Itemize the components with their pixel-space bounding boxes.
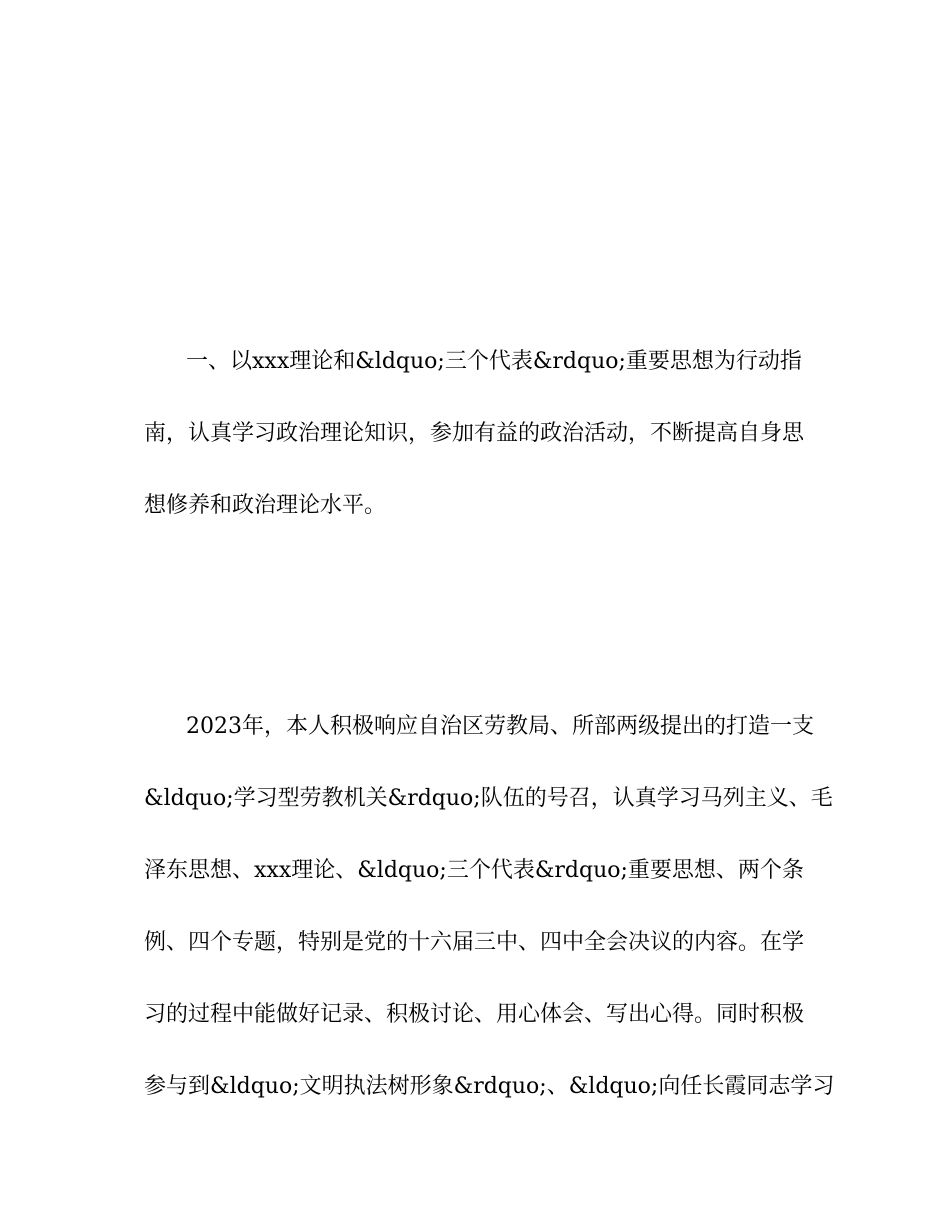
paragraph-1-line-2: 南，认真学习政治理论知识，参加有益的政治活动，不断提高自身思	[144, 421, 805, 446]
paragraph-2-line-2: &ldquo;学习型劳教机关&rdquo;队伍的号召，认真学习马列主义、毛	[144, 786, 833, 811]
paragraph-2-line-4: 例、四个专题，特别是党的十六届三中、四中全会决议的内容。在学	[144, 930, 805, 955]
paragraph-2-line-5: 习的过程中能做好记录、积极讨论、用心体会、写出心得。同时积极	[144, 1002, 805, 1027]
paragraph-1-line-1: 一、以xxx理论和&ldquo;三个代表&rdquo;重要思想为行动指	[186, 349, 802, 374]
paragraph-1-line-3: 想修养和政治理论水平。	[144, 493, 387, 518]
paragraph-2-line-6: 参与到&ldquo;文明执法树形象&rdquo;、&ldquo;向任长霞同志学习	[144, 1074, 835, 1099]
paragraph-2-line-1: 2023年，本人积极响应自治区劳教局、所部两级提出的打造一支	[186, 714, 814, 739]
paragraph-1	[144, 350, 804, 566]
paragraph-2-line-3: 泽东思想、xxx理论、&ldquo;三个代表&rdquo;重要思想、两个条	[144, 858, 804, 883]
paragraph-2	[144, 714, 835, 1147]
